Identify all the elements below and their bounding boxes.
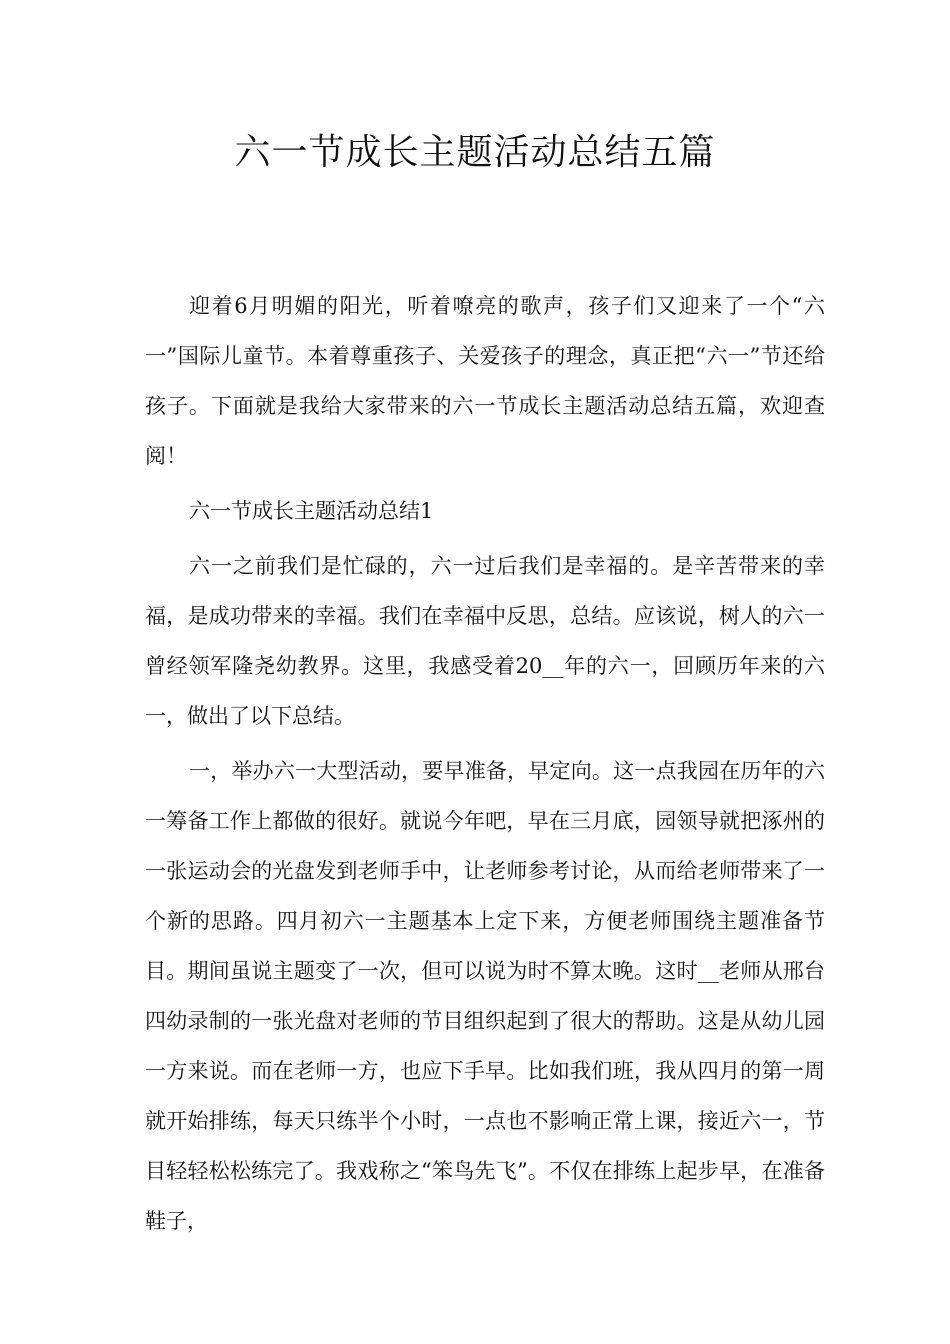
document-body [145,281,825,1251]
intro-paragraph: 迎着6月明媚的阳光，听着嘹亮的歌声，孩子们又迎来了一个“六一”国际儿童节。本着尊重孩子、关爱孩子的理念，真正把“六一”节还给孩子。下面就是我给大家带来的六一节成长主题活动总结五篇，欢迎查阅！ [145,294,825,468]
body-paragraph: 一，举办六一大型活动，要早准备，早定向。这一点我园在历年的六一筹备工作上都做的很好。就说今年吧，早在三月底，园领导就把涿州的一张运动会的光盘发到老师手中，让老师参考讨论，从而给老师带来了一个新的思路。四月初六一主题基本上定下来，方便老师围绕主题准备节目。期间虽说主题变了一次，但可以说为时不算太晚。这时__老师从邢台四幼录制的一张光盘对老师的节目组织起到了很大的帮助。这是从幼儿园一方来说。而在老师一方，也应下手早。比如我们班，我从四月的第一周就开始排练，每天只练半个小时，一点也不影响正常上课，接近六一，节目轻轻松松练完了。我戏称之“笨鸟先飞”。不仅在排练上起步早，在准备鞋子， [145,759,825,1233]
section-heading: 六一节成长主题活动总结1 [189,499,434,523]
document-title: 六一节成长主题活动总结五篇 [234,132,716,173]
body-paragraph: 六一之前我们是忙碌的，六一过后我们是幸福的。是辛苦带来的幸福，是成功带来的幸福。我们在幸福中反思，总结。应该说，树人的六一曾经领军隆尧幼教界。这里，我感受着20__年的六一，回顾历年来的六一，做出了以下总结。 [145,554,825,728]
